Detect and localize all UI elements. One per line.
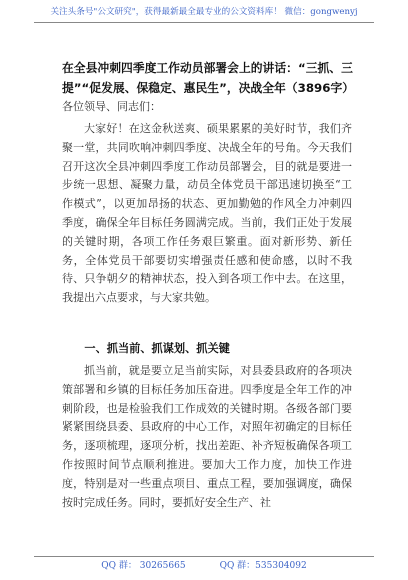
header-divider	[34, 22, 374, 23]
body-paragraph: 抓当前，就是要立足当前实际，对县委县政府的各项决策部署和乡镇的目标任务加压奋进。四季度是全年工作的冲刺阶段，也是检验我们工作成效的关键时期。各级各部门要紧紧围绕县委、县政府的中心工作，对照年初确定的目标任务，逐项梳理，逐项分析，找出差距、补齐短板确保各项工作按照时间节点顺利推进。要加大工作力度，加快工作进度，特别是对一些重点项目、重点工程，要加强调度，确保按时完成任务。同时，要抓好安全生产、社	[62, 364, 352, 509]
header-banner[interactable]: 关注头条号"公文研究"，获得最新最全最专业的公文资料库！ 微信：gongwenyj	[50, 7, 358, 17]
salutation: 各位领导、同志们：	[62, 100, 161, 113]
document-title: 在全县冲刺四季度工作动员部署会上的讲话：“三抓、三提”“促发展、保稳定、惠民生”，决战全年（3896字）	[62, 61, 355, 95]
footer-qq-group-1[interactable]: QQ 群： 30265665	[101, 561, 186, 571]
body-paragraph: 大家好！在这金秋送爽、硕果累累的美好时节，我们齐聚一堂，共同吹响冲刺四季度、决战全年的号角。今天我们召开这次全县冲刺四季度工作动员部署会，目的就是要进一步统一思想、凝聚力量，动员全体党员干部迅速切换至“工作模式”，以更加昂扬的状态、更加勤勉的作风全力冲刺四季度，确保全年目标任务圆满完成。当前，我们正处于发展的关键时期，各项工作任务艰巨繁重。面对新形势、新任务，全体党员干部要切实增强责任感和使命感，以时不我待、只争朝夕的精神状态，投入到各项工作中去。在这里，我提出六点要求，与大家共勉。	[62, 122, 352, 305]
footer-qq-group-2[interactable]: QQ 群：535304092	[219, 561, 307, 571]
footer-divider	[34, 556, 374, 557]
section-heading: 一、抓当前、抓谋划、抓关键	[84, 342, 230, 355]
footer	[0, 560, 408, 572]
